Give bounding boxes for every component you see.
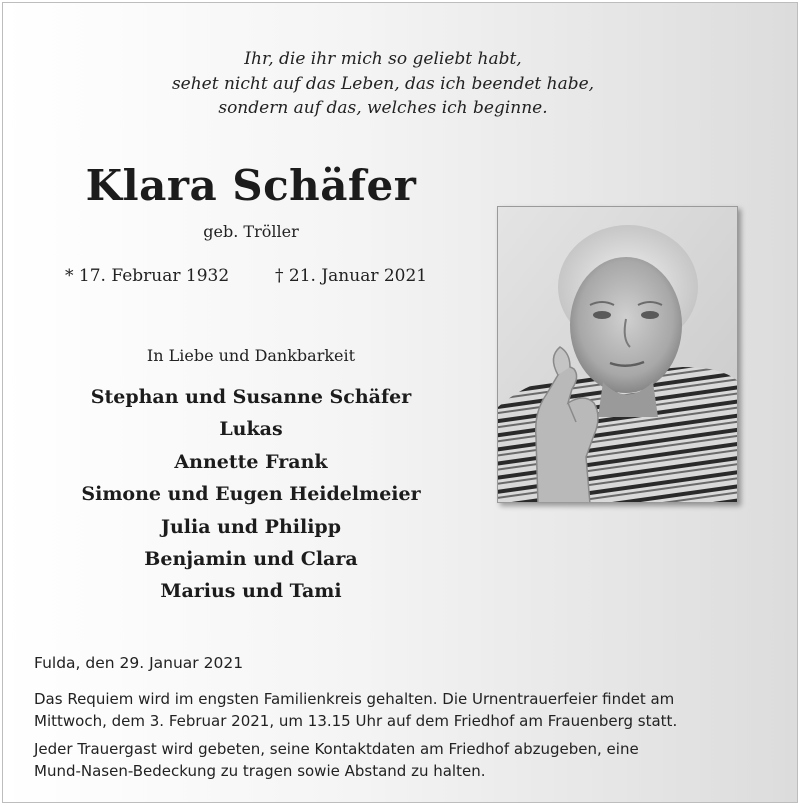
- birth-date: * 17. Februar 1932: [65, 266, 230, 286]
- poem-line: Ihr, die ihr mich so geliebt habt,: [244, 49, 522, 69]
- requiem-paragraph: [34, 688, 774, 732]
- obituary-notice: [2, 2, 798, 803]
- place-date: Fulda, den 29. Januar 2021: [34, 654, 244, 672]
- mourners-intro: In Liebe und Dankbarkeit: [146, 346, 356, 365]
- hygiene-notice-paragraph: [34, 738, 774, 782]
- mourner-name: Benjamin und Clara: [144, 548, 358, 571]
- mourner-name: Simone und Eugen Heidelmeier: [81, 483, 421, 506]
- requiem-line: Mittwoch, dem 3. Februar 2021, um 13.15 Uhr auf dem Friedhof am Frauenberg statt.: [34, 712, 678, 730]
- hygiene-notice-line: Mund-Nasen-Bedeckung zu tragen sowie Abstand zu halten.: [34, 762, 486, 780]
- mourner-name: Marius und Tami: [160, 580, 342, 603]
- mourner-name: Stephan und Susanne Schäfer: [90, 386, 412, 408]
- requiem-line: Das Requiem wird im engsten Familienkreis gehalten. Die Urnentrauerfeier findet am: [34, 690, 675, 708]
- maiden-name: geb. Tröller: [203, 222, 299, 241]
- poem-line: sondern auf das, welches ich beginne.: [218, 98, 548, 118]
- mourner-name: Lukas: [219, 418, 283, 441]
- death-date: † 21. Januar 2021: [275, 266, 428, 286]
- mourners-list: [3, 381, 499, 608]
- portrait-photo: [497, 206, 738, 503]
- hygiene-notice-line: Jeder Trauergast wird gebeten, seine Kontaktdaten am Friedhof abzugeben, eine: [34, 740, 639, 758]
- mourner-name: Julia und Philipp: [160, 515, 342, 538]
- deceased-name: Klara Schäfer: [85, 161, 417, 210]
- mourner-name: Annette Frank: [174, 450, 328, 473]
- poem: [3, 47, 763, 121]
- poem-line: sehet nicht auf das Leben, das ich beendet habe,: [171, 73, 595, 94]
